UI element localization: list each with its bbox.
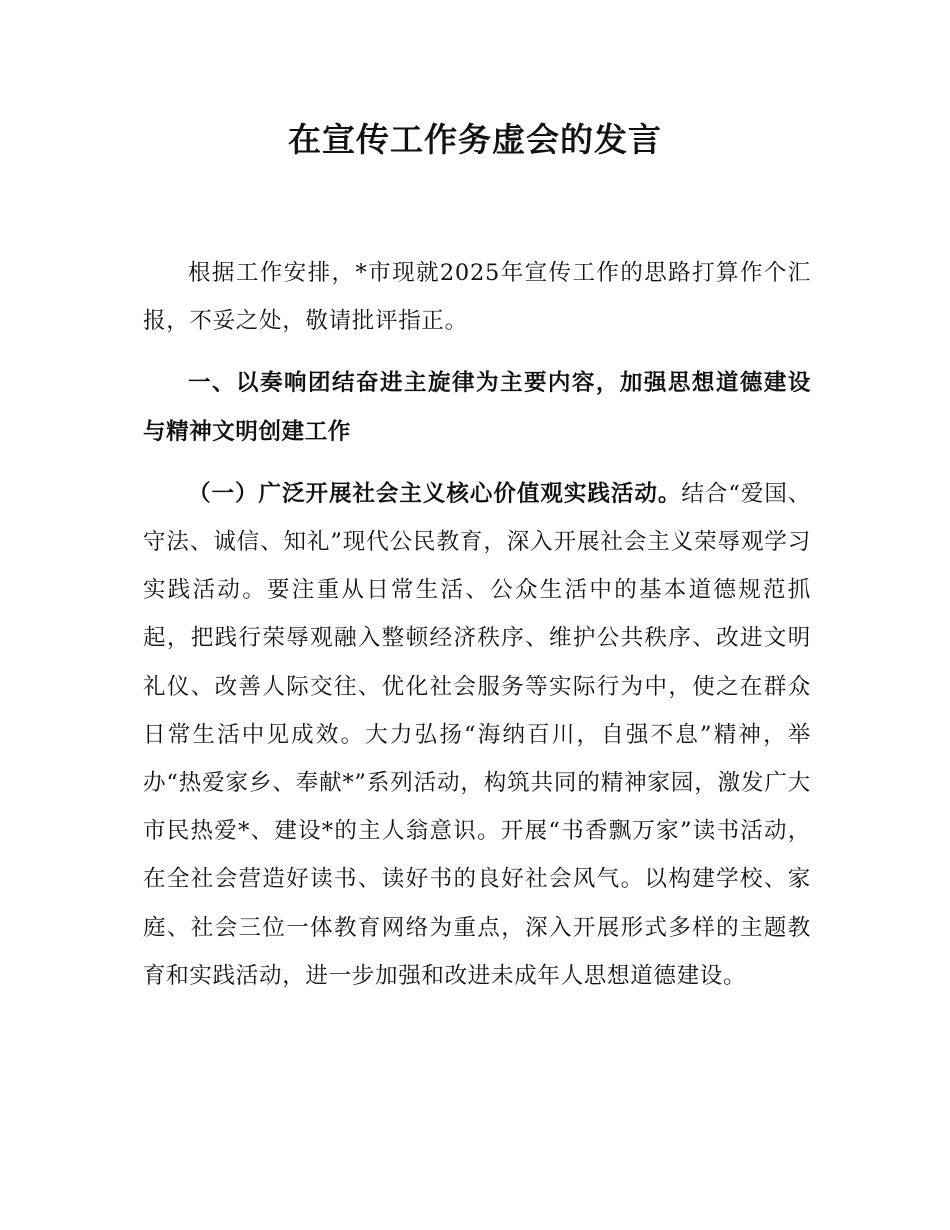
- section-heading: 一、以奏响团结奋进主旋律为主要内容，加强思想道德建设与精神文明创建工作: [143, 370, 811, 445]
- subsection-paragraph: [143, 470, 811, 1000]
- document-title: 在宣传工作务虚会的发言: [288, 120, 662, 159]
- intro-paragraph: 根据工作安排，*市现就2025年宣传工作的思路打算作个汇报，不妥之处，敬请批评指正。: [143, 260, 811, 335]
- document-body: [143, 249, 811, 1000]
- subsection-body: 结合“爱国、守法、诚信、知礼”现代公民教育，深入开展社会主义荣辱观学习实践活动。要注重从日常生活、公众生活中的基本道德规范抓起，把践行荣辱观融入整顿经济秩序、维护公共秩序、改进文明礼仪、改善人际交往、优化社会服务等实际行为中，使之在群众日常生活中见成效。大力弘扬“海纳百川，自强不息”精神，举办“热爱家乡、奉献*”系列活动，构筑共同的精神家园，激发广大市民热爱*、建设*的主人翁意识。开展“书香飘万家”读书活动，在全社会营造好读书、读好书的良好社会风气。以构建学校、家庭、社会三位一体教育网络为重点，深入开展形式多样的主题教育和实践活动，进一步加强和改进未成年人思想道德建设。: [143, 480, 812, 989]
- subsection-lead: （一）广泛开展社会主义核心价值观实践活动。: [188, 480, 682, 507]
